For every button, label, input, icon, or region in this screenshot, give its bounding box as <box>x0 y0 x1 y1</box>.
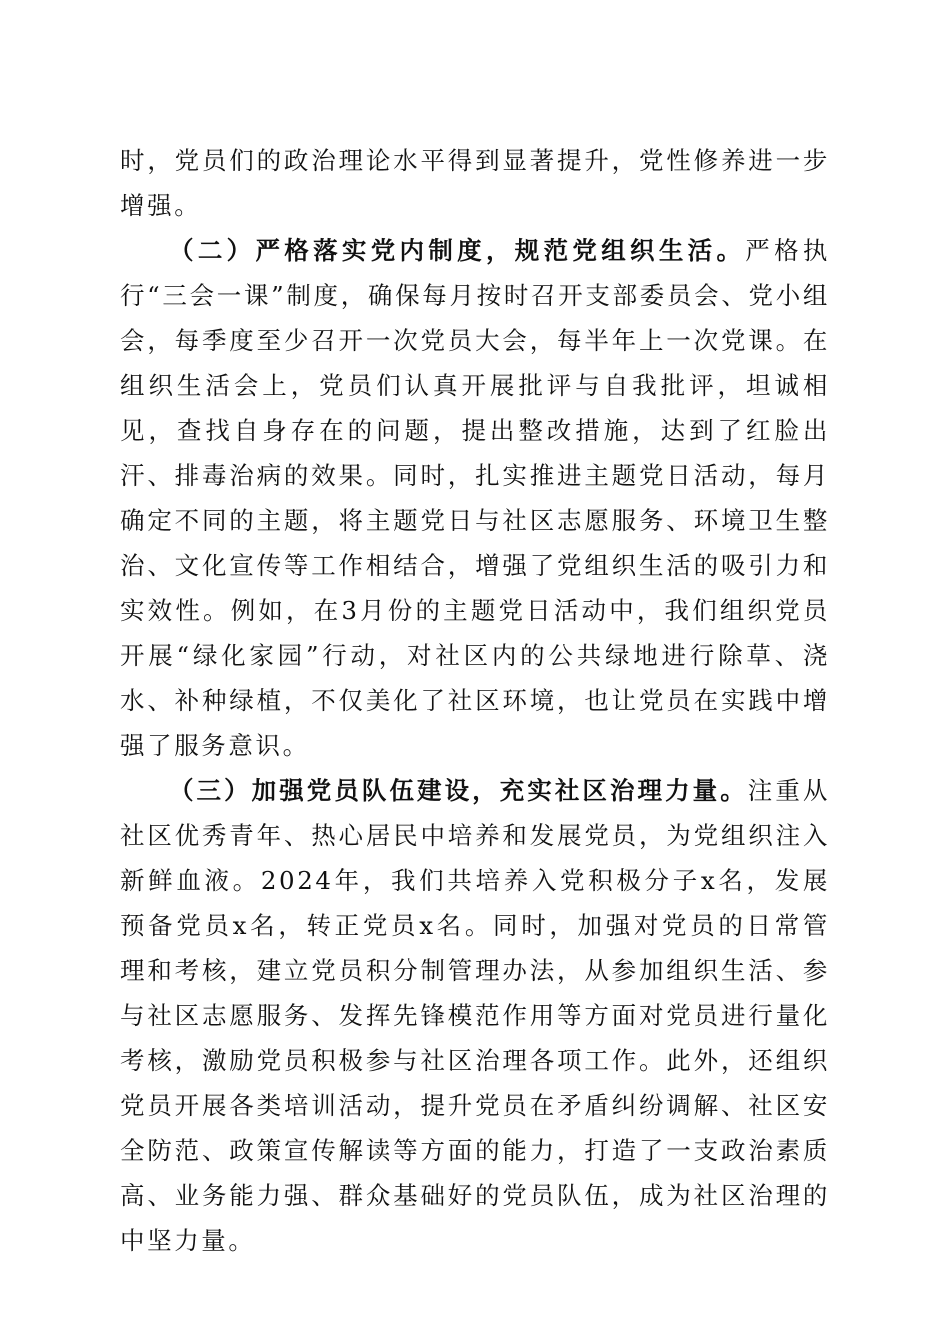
paragraph-section-3 <box>120 768 830 1263</box>
section-heading-3: （三）加强党员队伍建设，充实社区治理力量。 <box>169 776 748 805</box>
paragraph-text: 严格执行“三会一课”制度，确保每月按时召开支部委员会、党小组会，每季度至少召开一次党员大会，每半年上一次党课。在组织生活会上，党员们认真开展批评与自我批评，坦诚相见，查找自身存在的问题，提出整改措施，达到了红脸出汗、排毒治病的效果。同时，扎实推进主题党日活动，每月确定不同的主题，将主题党日与社区志愿服务、环境卫生整治、文化宣传等工作相结合，增强了党组织生活的吸引力和实效性。例如，在3月份的主题党日活动中，我们组织党员开展“绿化家园”行动，对社区内的公共绿地进行除草、浇水、补种绿植，不仅美化了社区环境，也让党员在实践中增强了服务意识。 <box>120 236 830 760</box>
paragraph-continuation <box>120 138 830 228</box>
paragraph-section-2 <box>120 228 830 768</box>
paragraph-text: 注重从社区优秀青年、热心居民中培养和发展党员，为党组织注入新鲜血液。2024年，我们共培养入党积极分子x名，发展预备党员x名，转正党员x名。同时，加强对党员的日常管理和考核，建立党员积分制管理办法，从参加组织生活、参与社区志愿服务、发挥先锋模范作用等方面对党员进行量化考核，激励党员积极参与社区治理各项工作。此外，还组织党员开展各类培训活动，提升党员在矛盾纠纷调解、社区安全防范、政策宣传解读等方面的能力，打造了一支政治素质高、业务能力强、群众基础好的党员队伍，成为社区治理的中坚力量。 <box>120 776 830 1255</box>
document-body <box>120 138 830 1263</box>
paragraph-text: 时，党员们的政治理论水平得到显著提升，党性修养进一步增强。 <box>120 146 830 220</box>
section-heading-2: （二）严格落实党内制度，规范党组织生活。 <box>169 236 746 265</box>
